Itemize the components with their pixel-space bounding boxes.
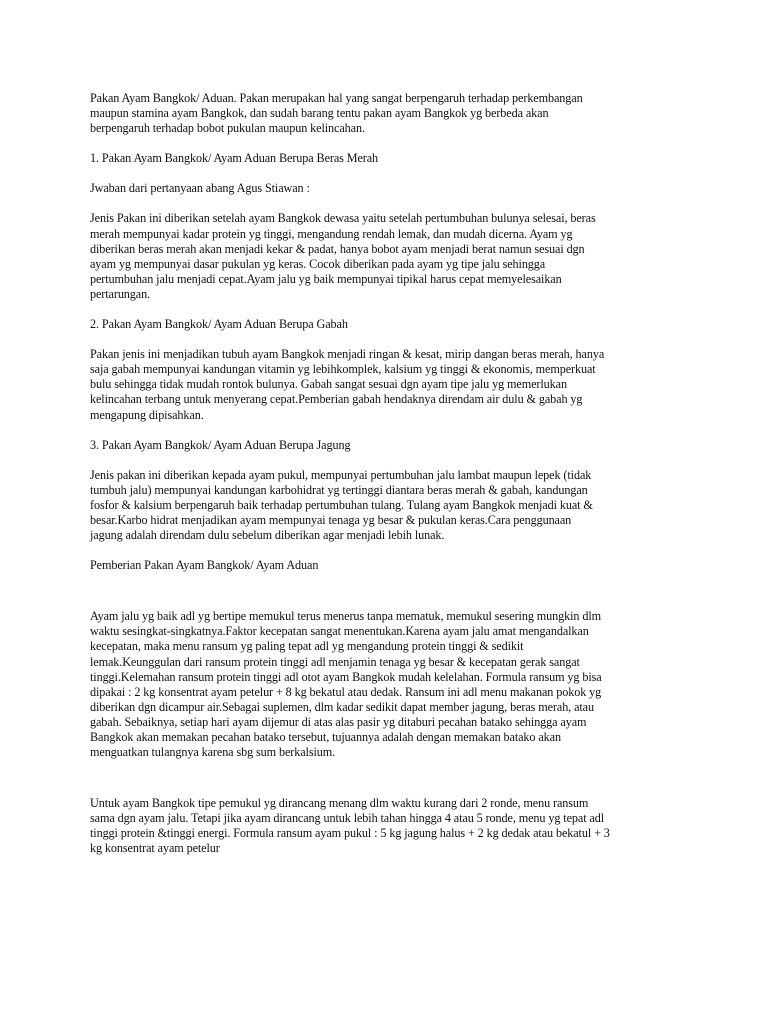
document-page: [90, 91, 690, 857]
text-line: bulu sehingga tidak mudah rontok bulunya. Gabah sangat sesuai dgn ayam tipe jalu yg memerlukan: [90, 377, 567, 392]
text-line: mengapung dipisahkan.: [90, 407, 204, 422]
pemukul-paragraph: [90, 796, 690, 856]
heading-text: 3. Pakan Ayam Bangkok/ Ayam Aduan Berupa Jagung: [90, 437, 351, 452]
text-line: sama dgn ayam jalu. Tetapi jika ayam dirancang untuk lebih tahan hingga 4 atau 5 ronde, menu yg tepat adl: [90, 811, 605, 826]
text-line: Pakan Ayam Bangkok/ Aduan. Pakan merupakan hal yang sangat berpengaruh terhadap perkembangan: [90, 91, 583, 105]
text-line: pertumbuhan jalu menjadi cepat.Ayam jalu yg baik mempunyai tipikal harus cepat memyelesaikan: [90, 271, 562, 286]
text-line: diberikan dgn dicampur air.Sebagai suplemen, dlm kadar sedikit dapat member jagung, beras merah, atau: [90, 699, 594, 714]
text-line: tinggi.Kelemahan ransum protein tinggi adl otot ayam Bangkok mudah kelelahan. Formula ransum yg bisa: [90, 669, 602, 684]
beras-merah-paragraph: [90, 211, 690, 302]
text-line: gabah. Sebaiknya, setiap hari ayam dijemur di atas alas pasir yg ditaburi pecahan batako sehingga ayam: [90, 714, 587, 729]
text-line: Bangkok akan memakan pecahan batako tersebut, tujuannya adalah dengan memakan batako akan: [90, 730, 561, 744]
heading-text: 1. Pakan Ayam Bangkok/ Ayam Aduan Berupa Beras Merah: [90, 151, 379, 166]
text-line: tinggi protein &tinggi energi. Formula ransum ayam pukul : 5 kg jagung halus + 2 kg dedak atau bekatul + 3: [90, 826, 610, 841]
text-line: tumbuh jalu) mempunyai kandungan karbohidrat yg tertinggi diantara beras merah & gabah, kandungan: [90, 482, 588, 497]
text-line: saja gabah mempunyai kandungan vitamin yg lebihkomplek, kalsium yg tinggi & ekonomis, memperkuat: [90, 362, 596, 377]
text-line: Jenis pakan ini diberikan kepada ayam pukul, mempunyai pertumbuhan jalu lambat maupun lepek (tidak: [90, 467, 592, 482]
text-line: Jenis Pakan ini diberikan setelah ayam Bangkok dewasa yaitu setelah pertumbuhan bulunya selesai, beras: [90, 211, 596, 226]
heading-text: Pemberian Pakan Ayam Bangkok/ Ayam Aduan: [90, 558, 319, 573]
text-line: lemak.Keunggulan dari ransum protein tinggi adl menjamin tenaga yg besar & kecepatan gerak sangat: [90, 654, 580, 669]
section-heading-gabah: [90, 317, 690, 332]
answer-line: [90, 181, 690, 196]
intro-paragraph: [90, 91, 690, 136]
text-line: Pakan jenis ini menjadikan tubuh ayam Bangkok menjadi ringan & kesat, mirip dangan beras merah, hanya: [90, 347, 605, 362]
text-line: ayam yg mempunyai dasar pukulan yg keras. Cocok diberikan pada ayam yg tipe jalu sehingga: [90, 256, 546, 271]
text-line: waktu sesingkat-singkatnya.Faktor kecepatan sangat menentukan.Karena ayam jalu amat mengandalkan: [90, 624, 589, 639]
text-line: menguatkan tulangnya karena sbg sum berkalsium.: [90, 745, 336, 760]
text-line: merah mempunyai kadar protein yg tinggi, mengandung rendah lemak, dan mudah dicerna. Ayam yg: [90, 226, 573, 241]
section-heading-beras-merah: [90, 151, 690, 166]
text-line: Untuk ayam Bangkok tipe pemukul yg dirancang menang dlm waktu kurang dari 2 ronde, menu ransum: [90, 796, 589, 811]
heading-text: 2. Pakan Ayam Bangkok/ Ayam Aduan Berupa Gabah: [90, 317, 348, 332]
gabah-paragraph: [90, 347, 690, 422]
text-line: jagung adalah direndam dulu sebelum diberikan agar menjadi lebih lunak.: [90, 528, 445, 543]
pemberian-paragraph: [90, 609, 690, 760]
section-heading-pemberian: [90, 558, 690, 573]
text-line: fosfor & kalsium berpengaruh baik terhadap pertumbuhan tulang. Tulang ayam Bangkok menjadi kuat &: [90, 497, 593, 512]
text-line: kg konsentrat ayam petelur: [90, 841, 220, 856]
text-line: diberikan beras merah akan menjadi kekar & padat, hanya bobot ayam menjadi berat namun sesuai dgn: [90, 241, 585, 256]
text-line: Jwaban dari pertanyaan abang Agus Stiawan :: [90, 181, 310, 196]
text-line: maupun stamina ayam Bangkok, dan sudah barang tentu pakan ayam Bangkok yg berbeda akan: [90, 106, 549, 121]
section-heading-jagung: [90, 438, 690, 453]
text-line: berpengaruh terhadap bobot pukulan maupun kelincahan.: [90, 121, 365, 136]
text-line: kecepatan, maka menu ransum yg paling tepat adl yg mengandung protein tinggi & sedikit: [90, 639, 524, 654]
text-line: kelincahan terbang untuk menyerang cepat.Pemberian gabah hendaknya direndam air dulu & gabah yg: [90, 392, 583, 407]
text-line: dipakai : 2 kg konsentrat ayam petelur + 8 kg bekatul atau dedak. Ransum ini adl menu makanan pokok yg: [90, 684, 602, 699]
jagung-paragraph: [90, 468, 690, 543]
text-line: besar.Karbo hidrat menjadikan ayam mempunyai tenaga yg besar & pukulan keras.Cara penggunaan: [90, 512, 572, 527]
text-line: pertarungan.: [90, 286, 151, 301]
text-line: Ayam jalu yg baik adl yg bertipe memukul terus menerus tanpa mematuk, memukul sesering mungkin dlm: [90, 609, 602, 624]
